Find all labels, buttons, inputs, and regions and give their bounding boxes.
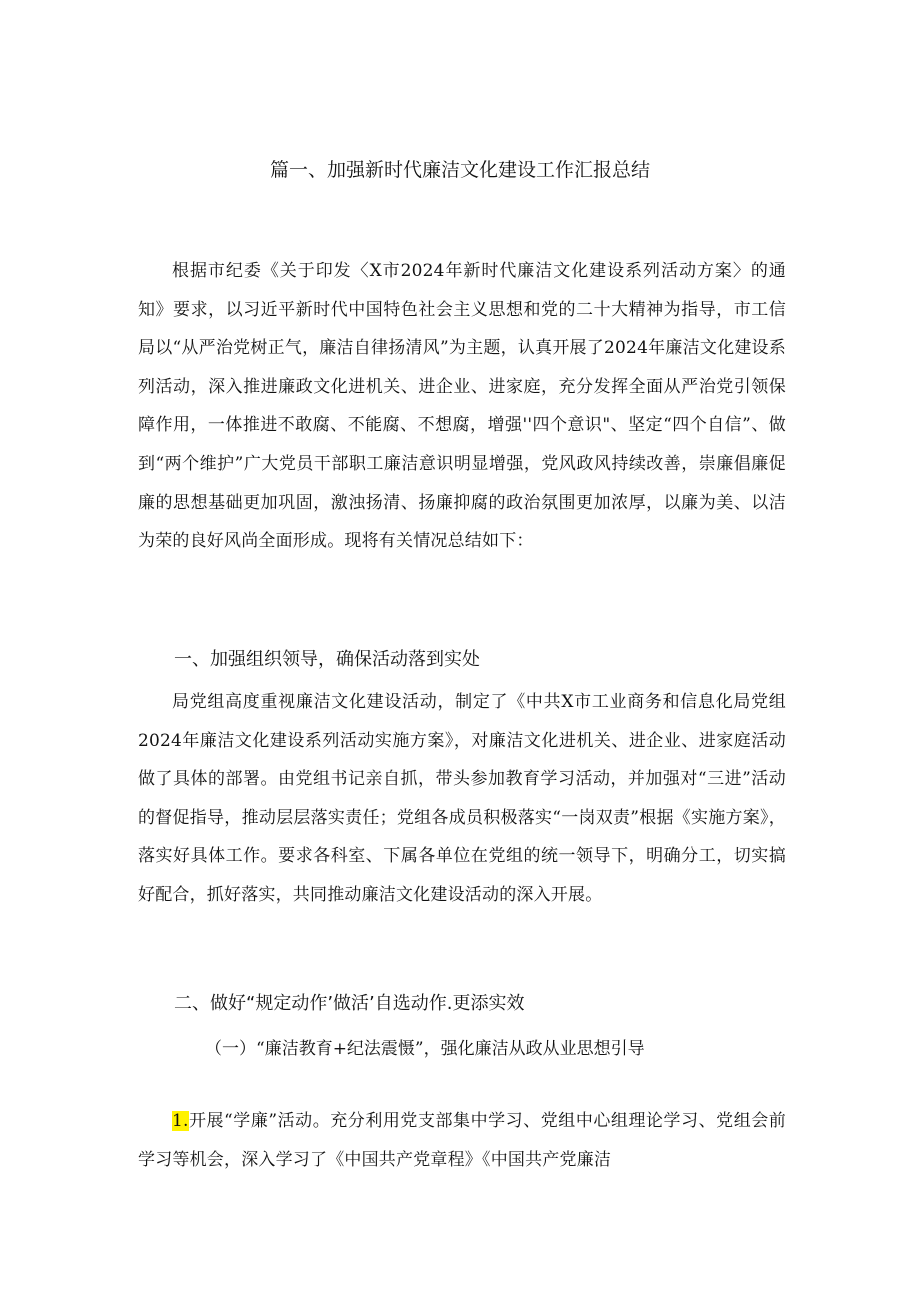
section-1-paragraph: 局党组高度重视廉洁文化建设活动，制定了《中共X市工业商务和信息化局党组2024年廉洁文化建设系列活动实施方案》，对廉洁文化进机关、进企业、进家庭活动做了具体的部署。由党组书记亲自抓，带头参加教育学习活动，并加强对“三进”活动的督促指导，推动层层落实责任；党组各成员积极落实“一岗双责”根据《实施方案》，落实好具体工作。要求各科室、下属各单位在党组的统一领导下，明确分工，切实搞好配合，抓好落实，共同推动廉洁文化建设活动的深入开展。: [138, 692, 786, 905]
document-title: 篇一、加强新时代廉洁文化建设工作汇报总结: [269, 159, 650, 181]
section-heading-2: 二、做好“规定动作’做活’自选动作.更添实效: [174, 993, 525, 1014]
subsection-heading-1: （一）“廉洁教育+纪法震慑”，强化廉洁从政从业思想引导: [205, 1039, 645, 1059]
section-heading-1: 一、加强组织领导，确保活动落到实处: [174, 649, 480, 670]
list-item-1-text: 开展“学廉”活动。充分利用党支部集中学习、党组中心组理论学习、党组会前学习等机会，深入学习了《中国共产党章程》《中国共产党廉洁: [138, 1111, 786, 1170]
intro-paragraph: 根据市纪委《关于印发〈X市2024年新时代廉洁文化建设系列活动方案〉的通知》要求，以习近平新时代中国特色社会主义思想和党的二十大精神为指导，市工信局以“从严治党树正气，廉洁自律扬清风”为主题，认真开展了2024年廉洁文化建设系列活动，深入推进廉政文化进机关、进企业、进家庭，充分发挥全面从严治党引领保障作用，一体推进不敢腐、不能腐、不想腐，增强''四个意识"、坚定“四个自信”、做到“两个维护”广大党员干部职工廉洁意识明显增强，党风政风持续改善，崇廉倡廉促廉的思想基础更加巩固，激浊扬清、扬廉抑腐的政治氛围更加浓厚，以廉为美、以洁为荣的良好风尚全面形成。现将有关情况总结如下：: [138, 261, 786, 552]
highlighted-item-number: 1.: [172, 1111, 189, 1131]
list-item-1: [138, 1102, 786, 1179]
